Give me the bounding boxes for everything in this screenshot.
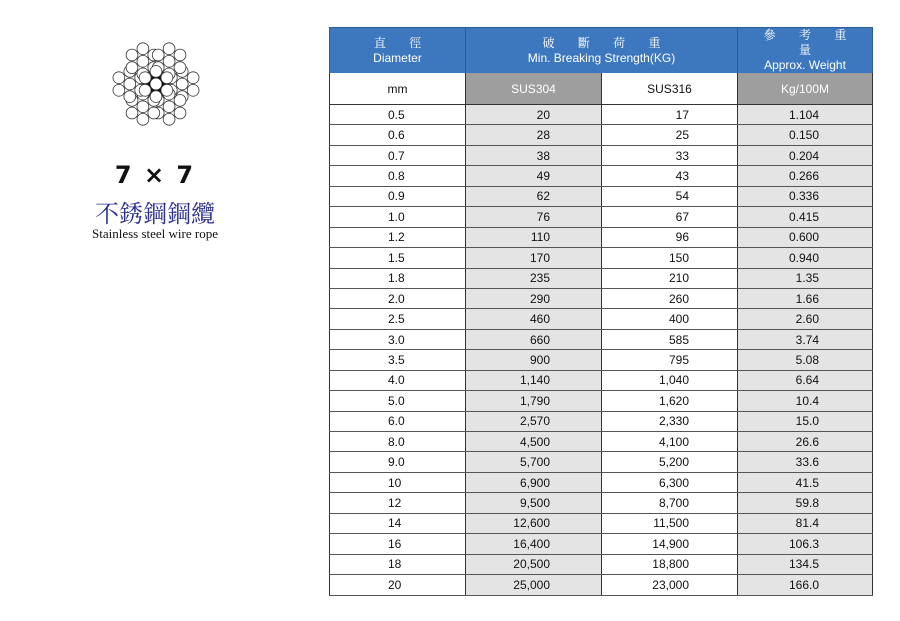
cell-sus316: 18,800 (602, 554, 738, 574)
cell-weight: 106.3 (738, 534, 873, 554)
cell-sus304: 28 (466, 125, 602, 145)
cell-weight: 5.08 (738, 350, 873, 370)
cell-sus304: 62 (466, 186, 602, 206)
cell-weight: 0.204 (738, 145, 873, 165)
table-row (330, 554, 873, 574)
cell-diameter: 6.0 (330, 411, 466, 431)
cell-diameter: 2.0 (330, 288, 466, 308)
header-strength-zh: 破 斷 荷 重 (542, 35, 671, 50)
table-row (330, 432, 873, 452)
cell-weight: 59.8 (738, 493, 873, 513)
cell-weight: 0.336 (738, 186, 873, 206)
table-row (330, 288, 873, 308)
cell-weight: 33.6 (738, 452, 873, 472)
cell-sus316: 1,620 (602, 391, 738, 411)
subheader-sus304: SUS304 (466, 73, 602, 105)
header-diameter (330, 28, 466, 74)
cell-sus304: 290 (466, 288, 602, 308)
subheader-sus316: SUS316 (602, 73, 738, 105)
cell-sus304: 4,500 (466, 432, 602, 452)
cell-diameter: 0.6 (330, 125, 466, 145)
cell-sus316: 400 (602, 309, 738, 329)
rope-construction-code: 7 × 7 (114, 161, 196, 189)
cell-sus316: 54 (602, 186, 738, 206)
table-row (330, 227, 873, 247)
table-row (330, 145, 873, 165)
cell-sus316: 43 (602, 166, 738, 186)
cell-diameter: 1.5 (330, 248, 466, 268)
cell-sus304: 76 (466, 207, 602, 227)
header-weight-en: Approx. Weight (764, 58, 846, 72)
table-row (330, 370, 873, 390)
table-row (330, 391, 873, 411)
cell-sus304: 49 (466, 166, 602, 186)
header-diameter-zh: 直 徑 (373, 35, 432, 50)
cell-sus316: 4,100 (602, 432, 738, 452)
table-row (330, 125, 873, 145)
product-name-zh: 不銹鋼鋼纜 (95, 200, 215, 228)
cell-sus316: 14,900 (602, 534, 738, 554)
cell-weight: 1.35 (738, 268, 873, 288)
cell-sus304: 1,790 (466, 391, 602, 411)
cell-sus304: 20,500 (466, 554, 602, 574)
cell-sus304: 6,900 (466, 472, 602, 492)
cell-sus304: 16,400 (466, 534, 602, 554)
cell-sus316: 23,000 (602, 575, 738, 595)
cell-sus316: 96 (602, 227, 738, 247)
subheader-weight-unit: Kg/100M (738, 73, 873, 105)
cell-diameter: 0.7 (330, 145, 466, 165)
cell-sus316: 33 (602, 145, 738, 165)
cell-sus304: 900 (466, 350, 602, 370)
cell-sus304: 12,600 (466, 513, 602, 533)
table-row (330, 248, 873, 268)
table-row (330, 472, 873, 492)
cell-diameter: 0.9 (330, 186, 466, 206)
header-strength-en: Min. Breaking Strength(KG) (527, 50, 676, 65)
cell-sus316: 8,700 (602, 493, 738, 513)
cell-weight: 15.0 (738, 411, 873, 431)
cell-diameter: 8.0 (330, 432, 466, 452)
table-row (330, 411, 873, 431)
header-weight-zh: 參 考 重 量 (763, 28, 857, 57)
cell-sus304: 170 (466, 248, 602, 268)
cell-diameter: 12 (330, 493, 466, 513)
cell-sus304: 110 (466, 227, 602, 247)
cell-sus316: 11,500 (602, 513, 738, 533)
cell-diameter: 16 (330, 534, 466, 554)
table-row (330, 166, 873, 186)
cell-sus304: 20 (466, 105, 602, 125)
cell-sus304: 9,500 (466, 493, 602, 513)
cell-weight: 41.5 (738, 472, 873, 492)
cell-diameter: 18 (330, 554, 466, 574)
cell-weight: 166.0 (738, 575, 873, 595)
table-row (330, 105, 873, 125)
table-row (330, 207, 873, 227)
cell-sus304: 1,140 (466, 370, 602, 390)
cell-diameter: 1.2 (330, 227, 466, 247)
cell-sus316: 150 (602, 248, 738, 268)
cell-weight: 0.415 (738, 207, 873, 227)
spec-table (329, 27, 873, 596)
cell-diameter: 0.5 (330, 105, 466, 125)
table-subheader-row (330, 73, 873, 105)
table-row (330, 493, 873, 513)
cell-sus316: 6,300 (602, 472, 738, 492)
cell-weight: 6.64 (738, 370, 873, 390)
cell-sus304: 660 (466, 329, 602, 349)
cell-diameter: 3.0 (330, 329, 466, 349)
cell-diameter: 0.8 (330, 166, 466, 186)
cell-diameter: 9.0 (330, 452, 466, 472)
cell-diameter: 1.8 (330, 268, 466, 288)
table-row (330, 513, 873, 533)
cell-weight: 134.5 (738, 554, 873, 574)
cell-weight: 0.600 (738, 227, 873, 247)
cell-sus316: 210 (602, 268, 738, 288)
cell-weight: 10.4 (738, 391, 873, 411)
header-strength (466, 28, 738, 74)
cell-weight: 0.150 (738, 125, 873, 145)
cell-diameter: 10 (330, 472, 466, 492)
cell-weight: 81.4 (738, 513, 873, 533)
cell-sus316: 585 (602, 329, 738, 349)
table-row (330, 534, 873, 554)
cell-weight: 0.940 (738, 248, 873, 268)
table-row (330, 452, 873, 472)
subheader-unit: mm (330, 73, 466, 105)
cell-sus304: 235 (466, 268, 602, 288)
table-row (330, 575, 873, 595)
cell-sus304: 5,700 (466, 452, 602, 472)
rope-cross-section-image (96, 24, 216, 144)
cell-weight: 1.66 (738, 288, 873, 308)
cell-sus304: 2,570 (466, 411, 602, 431)
table-row (330, 309, 873, 329)
table-row (330, 329, 873, 349)
cell-weight: 26.6 (738, 432, 873, 452)
header-weight (738, 28, 873, 74)
cell-sus316: 2,330 (602, 411, 738, 431)
cell-sus316: 25 (602, 125, 738, 145)
cell-diameter: 14 (330, 513, 466, 533)
cell-sus304: 38 (466, 145, 602, 165)
cell-sus316: 795 (602, 350, 738, 370)
cell-sus304: 25,000 (466, 575, 602, 595)
product-name-en: Stainless steel wire rope (92, 226, 218, 241)
cell-weight: 1.104 (738, 105, 873, 125)
cell-diameter: 5.0 (330, 391, 466, 411)
cell-diameter: 1.0 (330, 207, 466, 227)
table-row (330, 186, 873, 206)
cell-diameter: 2.5 (330, 309, 466, 329)
cell-sus316: 1,040 (602, 370, 738, 390)
table-row (330, 350, 873, 370)
table-row (330, 268, 873, 288)
table-header-row (330, 28, 873, 74)
cell-sus304: 460 (466, 309, 602, 329)
cell-diameter: 4.0 (330, 370, 466, 390)
cell-diameter: 3.5 (330, 350, 466, 370)
cell-sus316: 260 (602, 288, 738, 308)
cell-weight: 3.74 (738, 329, 873, 349)
cell-weight: 2.60 (738, 309, 873, 329)
header-diameter-en: Diameter (373, 50, 422, 65)
cell-diameter: 20 (330, 575, 466, 595)
cell-sus316: 5,200 (602, 452, 738, 472)
cell-sus316: 17 (602, 105, 738, 125)
cell-weight: 0.266 (738, 166, 873, 186)
cell-sus316: 67 (602, 207, 738, 227)
spec-table-body (330, 105, 873, 596)
